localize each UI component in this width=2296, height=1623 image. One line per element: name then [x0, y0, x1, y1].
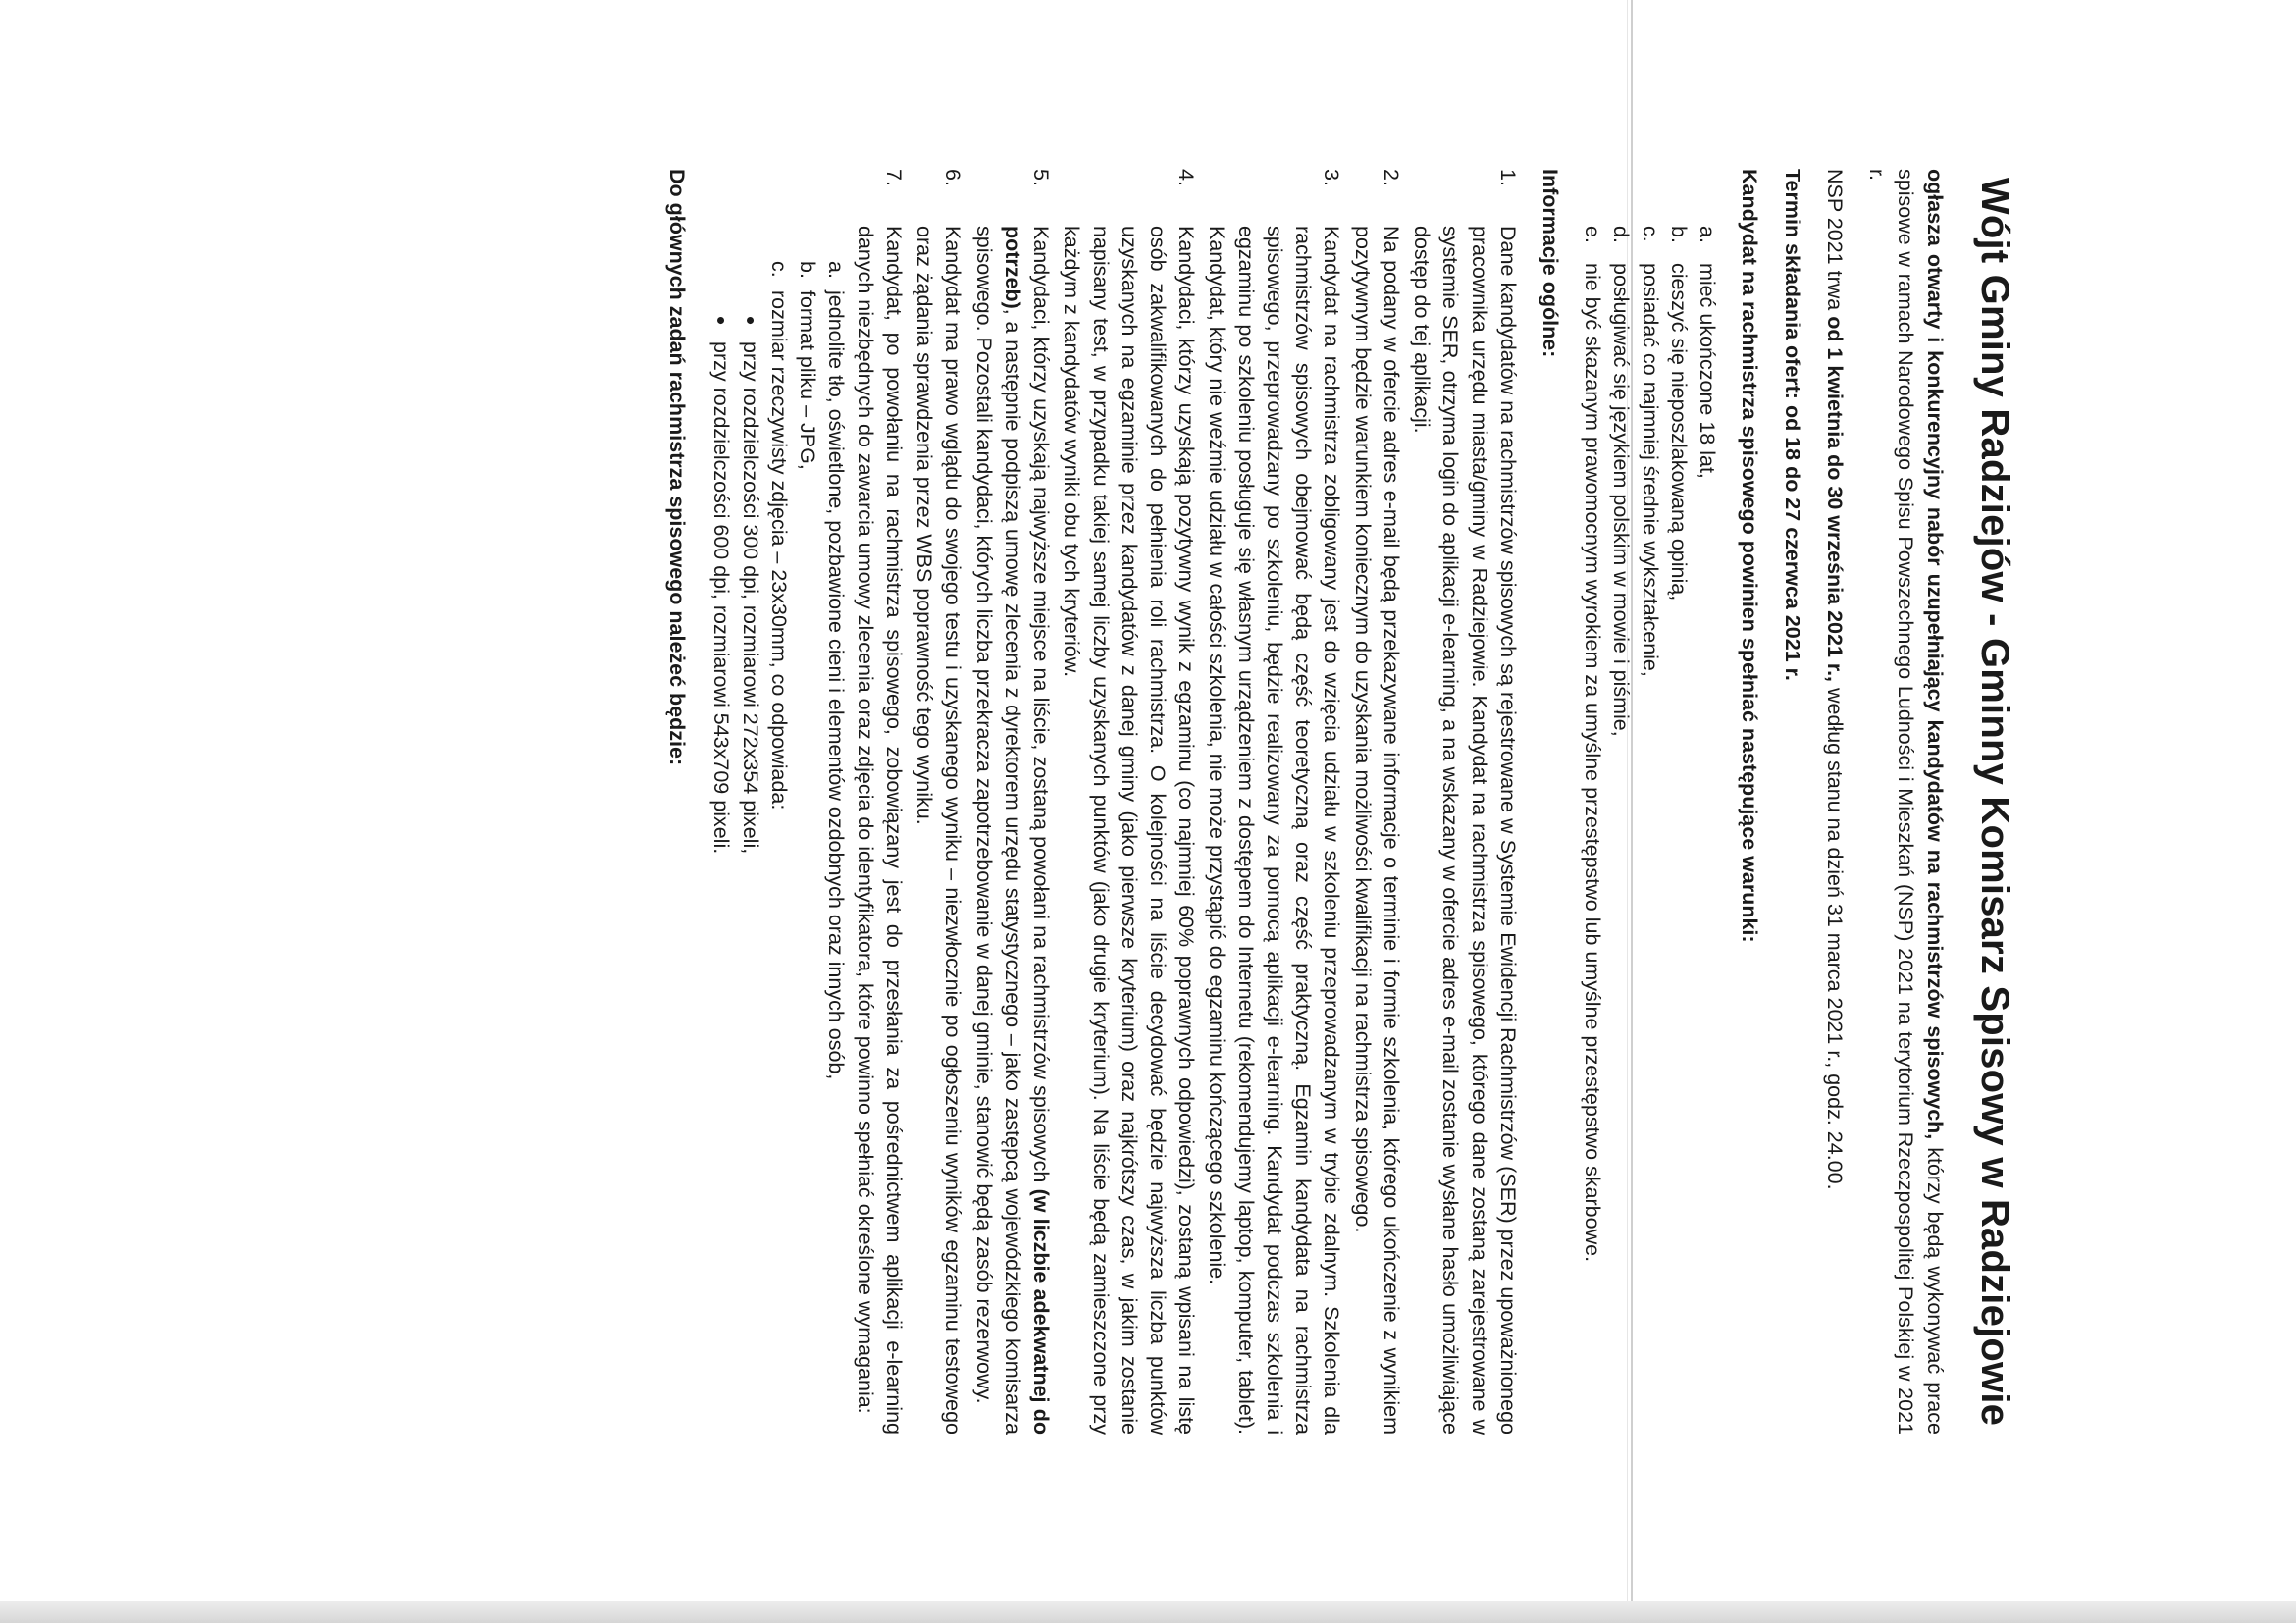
- offer-deadline: Termin składania ofert: od 18 do 27 czerwca 2021 r.: [1780, 169, 1804, 681]
- info-item-7: [706, 169, 908, 1435]
- condition-text: posługiwać się językiem polskim w mowie i piśmie,: [1609, 263, 1634, 737]
- document-title: Wójt Gminy Radziejów - Gminny Komisarz Spisowy w Radziejowie: [1973, 177, 2016, 1427]
- list-number: 3.: [1320, 169, 1344, 186]
- list-number: 4.: [1174, 169, 1199, 186]
- bullet-icon: •: [735, 316, 765, 326]
- info-text: Kandydat ma prawo wglądu do swojego testu i uzyskanego wyniku – niezwłocznie po ogłoszeniu wyników egzaminu testowego oraz żądania sprawdzenia przez WBS poprawność tego wyniku.: [913, 226, 965, 1435]
- info-heading: Informacje ogólne:: [1539, 169, 1563, 358]
- scan-bottom-shadow: [0, 1601, 2296, 1623]
- info-item-3: [1202, 169, 1345, 1435]
- photo-requirement-item: [706, 261, 793, 1435]
- list-number: 5.: [1029, 169, 1054, 186]
- list-marker: b.: [796, 261, 820, 279]
- info-text-a: Kandydaci, którzy uzyskają najwyższe miejsce na liście, zostaną powołani na rachmistrzów spisowych: [1029, 226, 1054, 1189]
- condition-text: cieszyć się nieposzlakowaną opinią,: [1666, 263, 1691, 602]
- intro-text: którzy będą wykonywać prace spisowe w ramach Narodowego Spisu Powszechnego Ludności i Mieszkań (NSP) 2021 na terytorium Rzeczpospolitej Polskiej w 2021 r.: [1865, 169, 1947, 1435]
- resolution-bullet-item: [735, 316, 763, 1435]
- resolution-bullet-list: [706, 290, 763, 1435]
- info-text-b: , a następnie podpiszą umowę zlecenia z dyrektorem urzędu statystycznego – jako zastępcą wojewódzkiego komisarza spisowego. Pozostali kandydaci, których liczba przekracza zapotrzebowanie w danej gminie, stanowić będą zasób rezerwowy.: [971, 226, 1024, 1435]
- duties-heading: Do głównych zadań rachmistrza spisowego należeć będzie:: [665, 169, 690, 766]
- conditions-heading: Kandydat na rachmistrza spisowego powinien spełniać następujące warunki:: [1738, 169, 1762, 943]
- photo-requirement-item: [793, 261, 821, 1435]
- condition-text: nie być skazanym prawomocnym wyrokiem za umyślne przestępstwo lub umyślne przestępstwo skarbowe.: [1581, 263, 1605, 1263]
- photo-requirement-text: jednolite tło, oświetlone, pozbawione cieni i elementów ozdobnych oraz innych osób,: [824, 290, 849, 1080]
- period-text-a: NSP 2021 trwa: [1822, 169, 1847, 317]
- condition-text: mieć ukończone 18 lat,: [1696, 263, 1720, 479]
- list-marker: a.: [824, 261, 849, 279]
- info-text: Kandydat na rachmistrza zobligowany jest do wzięcia udziału w szkoleniu przeprowadzanym w trybie zdalnym. Szkolenia dla rachmistrzów spisowych obejmować będą część teoretyczną oraz część praktyczną. Egzamin kandydata na rachmistrza spisowego, przeprowadzany po szkoleniu, będzie realizowany za pomocą aplikacji e-learning. Kandydat podczas szkolenia i egzaminu po szkoleniu posługuje się własnym urządzeniem z dostępem do Internetu (rekomendujemy laptop, komputer, tablet). Kandydat, który nie weźmie udziału w całości szkolenia, nie może przystąpić do egzaminu kończącego szkolenie.: [1205, 226, 1344, 1435]
- info-list: [706, 169, 1522, 1435]
- condition-item: [1693, 226, 1721, 1435]
- info-item-2: [1347, 169, 1404, 1435]
- photo-requirements-list: [706, 226, 850, 1435]
- photo-requirement-item: [821, 261, 850, 1435]
- list-marker: c.: [1638, 226, 1662, 242]
- intro-bold: ogłasza otwarty i konkurencyjny nabór uzupełniający kandydatów na rachmistrzów spisowych,: [1922, 169, 1947, 1140]
- info-item-1: [1407, 169, 1522, 1435]
- list-marker: e.: [1581, 226, 1605, 243]
- info-item-6: [910, 169, 966, 1435]
- list-number: 2.: [1379, 169, 1403, 186]
- list-number: 1.: [1495, 169, 1520, 186]
- list-marker: d.: [1609, 226, 1634, 243]
- list-number: 7.: [881, 169, 906, 186]
- period-dates: od 1 kwietnia do 30 września 2021 r.,: [1822, 316, 1847, 683]
- resolution-text: przy rozdzielczości 600 dpi, rozmiarowi 543x709 pixeli.: [709, 341, 734, 855]
- list-marker: c.: [766, 261, 791, 278]
- period-text-b: według stanu na dzień 31 marca 2021 r., godz. 24.00.: [1822, 682, 1847, 1190]
- intro-paragraph: [1862, 169, 1949, 1435]
- info-text-bold: (w liczbie adekwatnej do potrzeb): [1000, 226, 1054, 1435]
- info-item-5: [968, 169, 1055, 1435]
- condition-item: [1606, 226, 1635, 1435]
- condition-item: [1664, 226, 1693, 1435]
- info-text: Kandydat, po powołaniu na rachmistrza spisowego, zobowiązany jest do przesłania za pośrednictwem aplikacji e-learning danych niezbędnych do zawarcia umowy zlecenia oraz zdjęcia do identyfikatora, które powinno spełniać określone wymagania:: [853, 226, 906, 1435]
- photo-requirement-text: format pliku – JPG,: [796, 290, 820, 470]
- condition-item: [1578, 226, 1606, 1435]
- list-number: 6.: [941, 169, 965, 186]
- info-text: Na podany w ofercie adres e-mail będą przekazywane informacje o terminie i formie szkolenia, którego ukończenie z wynikiem pozytywnym będzie warunkiem koniecznym do uzyskania możliwości kwalifikacji na rachmistrza spisowego.: [1350, 226, 1403, 1435]
- photo-requirement-text: rozmiar rzeczywisty zdjęcia – 23x30mm, co odpowiada:: [766, 290, 791, 811]
- rotated-document-page: [235, 169, 2021, 1435]
- resolution-bullet-item: [706, 316, 735, 1435]
- condition-item: [1636, 226, 1664, 1435]
- bullet-icon: •: [706, 316, 737, 326]
- list-marker: b.: [1666, 226, 1691, 243]
- info-text: Kandydaci, którzy uzyskają pozytywny wynik z egzaminu (co najmniej 60% poprawnych odpowiedzi), zostaną wpisani na listę osób zakwalifikowanych do pełnienia roli rachmistrza. O kolejności na liście decydować będzie najwyższa liczba punktów uzyskanych na egzaminie przez kandydatów z danej gminy (jako pierwsze kryterium) oraz najkrótszy czas, w jakim zostanie napisany test, w przypadku takiej samej liczby uzyskanych punktów (jako drugie kryterium). Na liście będą zamieszczone przy każdym z kandydatów wyniki obu tych kryteriów.: [1060, 226, 1199, 1435]
- period-paragraph: [1820, 169, 1849, 1435]
- resolution-text: przy rozdzielczości 300 dpi, rozmiarowi 272x354 pixeli,: [738, 341, 762, 855]
- condition-text: posiadać co najmniej średnie wykształcenie,: [1638, 263, 1662, 677]
- conditions-list: [1578, 169, 1721, 1435]
- info-text: Dane kandydatów na rachmistrzów spisowych są rejestrowane w Systemie Ewidencji Rachmistrzów (SER) przez upoważnionego pracownika urzędu miasta/gminy w Radziejowie. Kandydat na rachmistrza spisowego, którego dane zostaną zarejestrowane w systemie SER, otrzyma login do aplikacji e-learning, a na wskazany w ofercie adres e-mail zostanie wysłane hasło umożliwiające dostęp do tej aplikacji.: [1410, 226, 1520, 1435]
- list-marker: a.: [1696, 226, 1720, 243]
- info-item-4: [1057, 169, 1200, 1435]
